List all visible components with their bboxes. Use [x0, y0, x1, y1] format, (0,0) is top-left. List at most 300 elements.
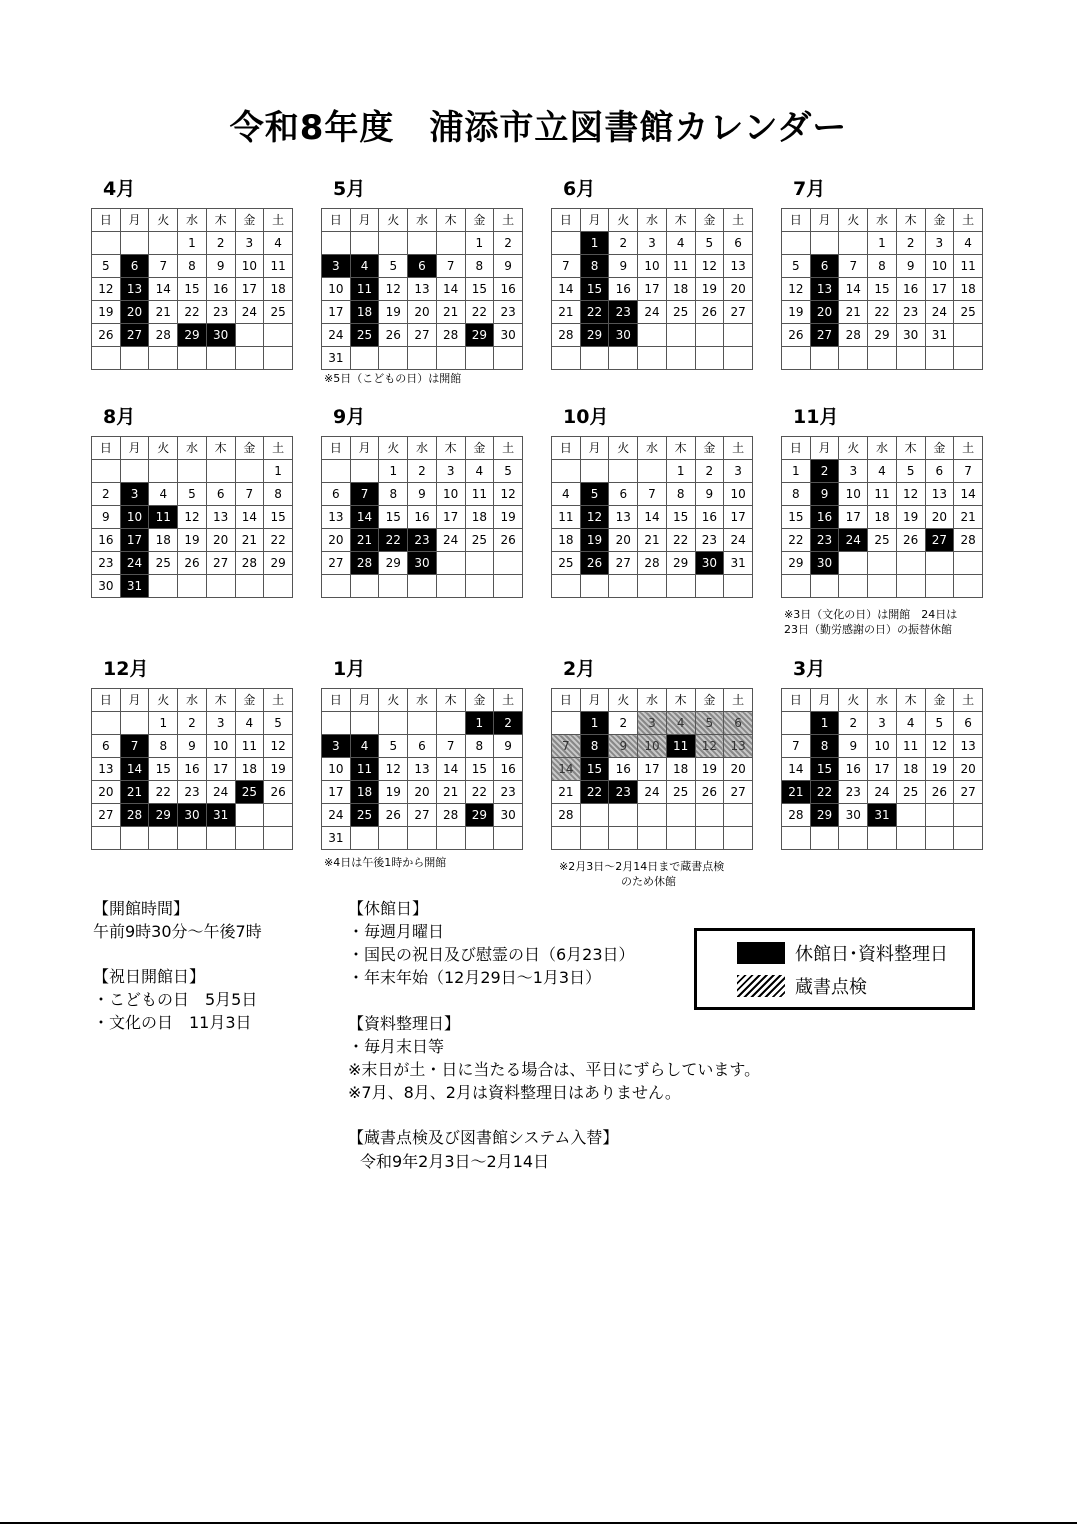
empty-day-cell — [810, 232, 839, 255]
week-row — [92, 735, 293, 758]
month-name: 1月 — [333, 658, 366, 680]
day-cell: 29 — [379, 552, 408, 575]
closed-day-cell: 11 — [350, 758, 379, 781]
weekday-header: 火 — [149, 689, 178, 712]
empty-day-cell — [638, 347, 667, 370]
empty-day-cell — [206, 827, 235, 850]
inventory-day-cell: 10 — [638, 735, 667, 758]
day-cell: 7 — [954, 460, 983, 483]
note-november-1: ※3日（文化の日）は開館 24日は — [784, 608, 958, 621]
closed-day-cell: 2 — [810, 460, 839, 483]
weekday-header: 金 — [465, 209, 494, 232]
day-cell: 21 — [552, 781, 581, 804]
month-name: 6月 — [563, 178, 596, 200]
day-cell: 27 — [92, 804, 121, 827]
day-cell: 22 — [178, 301, 207, 324]
closed-day-cell: 18 — [350, 301, 379, 324]
month-table — [551, 208, 753, 370]
day-cell: 1 — [782, 460, 811, 483]
day-cell: 2 — [408, 460, 437, 483]
day-cell: 5 — [896, 460, 925, 483]
weekday-header: 火 — [609, 209, 638, 232]
empty-day-cell — [408, 712, 437, 735]
empty-day-cell — [235, 804, 264, 827]
empty-day-cell — [120, 460, 149, 483]
day-cell: 14 — [782, 758, 811, 781]
closed-day-cell: 23 — [408, 529, 437, 552]
day-cell: 3 — [868, 712, 897, 735]
day-cell: 9 — [609, 255, 638, 278]
week-row — [322, 324, 523, 347]
empty-day-cell — [494, 575, 523, 598]
day-cell: 10 — [322, 278, 351, 301]
week-row — [322, 232, 523, 255]
empty-day-cell — [178, 827, 207, 850]
closed-day-cell: 8 — [580, 735, 609, 758]
day-cell: 2 — [896, 232, 925, 255]
day-cell: 7 — [149, 255, 178, 278]
day-cell: 2 — [609, 712, 638, 735]
closed-day-cell: 30 — [408, 552, 437, 575]
day-cell: 10 — [638, 255, 667, 278]
day-cell: 17 — [839, 506, 868, 529]
empty-day-cell — [408, 827, 437, 850]
weekday-header-row — [782, 437, 983, 460]
closed-day-cell: 12 — [580, 506, 609, 529]
day-cell: 18 — [868, 506, 897, 529]
day-cell: 12 — [379, 758, 408, 781]
day-cell: 25 — [868, 529, 897, 552]
month-calendar — [551, 404, 753, 598]
empty-day-cell — [954, 552, 983, 575]
month-table — [91, 208, 293, 370]
day-cell: 8 — [149, 735, 178, 758]
day-cell: 16 — [695, 506, 724, 529]
weekday-header: 月 — [810, 437, 839, 460]
day-cell: 22 — [666, 529, 695, 552]
week-row — [782, 232, 983, 255]
week-row — [322, 552, 523, 575]
weekday-header: 木 — [666, 689, 695, 712]
day-cell: 15 — [666, 506, 695, 529]
day-cell: 15 — [868, 278, 897, 301]
day-cell: 7 — [552, 255, 581, 278]
closed-day-cell: 11 — [666, 735, 695, 758]
empty-day-cell — [638, 804, 667, 827]
empty-day-cell — [638, 575, 667, 598]
day-cell: 10 — [868, 735, 897, 758]
closed-days-item: ・毎週月曜日 — [348, 922, 445, 941]
day-cell: 19 — [92, 301, 121, 324]
week-row — [782, 255, 983, 278]
week-row — [782, 347, 983, 370]
weekday-header: 火 — [149, 209, 178, 232]
month-calendar — [321, 656, 523, 850]
day-cell: 12 — [379, 278, 408, 301]
organization-days-heading: 【資料整理日】 — [348, 1014, 461, 1033]
day-cell: 2 — [92, 483, 121, 506]
empty-day-cell — [436, 827, 465, 850]
month-name: 8月 — [103, 406, 136, 428]
week-row — [322, 575, 523, 598]
weekday-header: 火 — [839, 437, 868, 460]
weekday-header: 火 — [839, 689, 868, 712]
day-cell: 18 — [149, 529, 178, 552]
empty-day-cell — [264, 575, 293, 598]
closed-day-cell: 27 — [925, 529, 954, 552]
day-cell: 14 — [552, 278, 581, 301]
day-cell: 15 — [465, 278, 494, 301]
legend-closed — [737, 941, 948, 965]
week-row — [92, 529, 293, 552]
day-cell: 23 — [896, 301, 925, 324]
day-cell: 5 — [695, 232, 724, 255]
week-row — [552, 758, 753, 781]
weekday-header-row — [322, 689, 523, 712]
week-row — [322, 347, 523, 370]
day-cell: 5 — [494, 460, 523, 483]
weekday-header: 金 — [925, 437, 954, 460]
day-cell: 8 — [666, 483, 695, 506]
day-cell: 2 — [839, 712, 868, 735]
day-cell: 2 — [178, 712, 207, 735]
day-cell: 26 — [178, 552, 207, 575]
weekday-header: 金 — [235, 209, 264, 232]
empty-day-cell — [638, 827, 667, 850]
day-cell: 15 — [149, 758, 178, 781]
closed-day-cell: 15 — [580, 278, 609, 301]
month-name: 11月 — [793, 406, 839, 428]
day-cell: 27 — [724, 781, 753, 804]
month-calendar — [91, 656, 293, 850]
day-cell: 12 — [494, 483, 523, 506]
weekday-header-row — [92, 437, 293, 460]
week-row — [552, 301, 753, 324]
weekday-header: 月 — [350, 437, 379, 460]
day-cell: 3 — [724, 460, 753, 483]
day-cell: 25 — [954, 301, 983, 324]
week-row — [552, 712, 753, 735]
weekday-header: 木 — [896, 437, 925, 460]
week-row — [92, 324, 293, 347]
day-cell: 24 — [322, 804, 351, 827]
legend-closed-label: 休館日･資料整理日 — [795, 944, 948, 965]
month-table — [551, 688, 753, 850]
day-cell: 18 — [954, 278, 983, 301]
day-cell: 19 — [896, 506, 925, 529]
day-cell: 14 — [839, 278, 868, 301]
closed-day-cell: 23 — [609, 301, 638, 324]
day-cell: 28 — [149, 324, 178, 347]
weekday-header: 土 — [724, 689, 753, 712]
day-cell: 6 — [408, 735, 437, 758]
day-cell: 9 — [896, 255, 925, 278]
day-cell: 3 — [925, 232, 954, 255]
weekday-header: 水 — [638, 437, 667, 460]
week-row — [92, 347, 293, 370]
day-cell: 31 — [322, 347, 351, 370]
closed-day-cell: 20 — [120, 301, 149, 324]
day-cell: 28 — [954, 529, 983, 552]
closed-day-cell: 21 — [120, 781, 149, 804]
week-row — [782, 712, 983, 735]
weekday-header: 水 — [408, 437, 437, 460]
empty-day-cell — [379, 827, 408, 850]
day-cell: 17 — [925, 278, 954, 301]
empty-day-cell — [436, 552, 465, 575]
week-row — [92, 781, 293, 804]
day-cell: 28 — [235, 552, 264, 575]
empty-day-cell — [465, 827, 494, 850]
closed-day-cell: 29 — [178, 324, 207, 347]
weekday-header: 日 — [782, 209, 811, 232]
empty-day-cell — [494, 552, 523, 575]
day-cell: 6 — [954, 712, 983, 735]
day-cell: 20 — [322, 529, 351, 552]
day-cell: 6 — [92, 735, 121, 758]
weekday-header: 月 — [350, 689, 379, 712]
day-cell: 17 — [235, 278, 264, 301]
empty-day-cell — [666, 804, 695, 827]
week-row — [322, 758, 523, 781]
day-cell: 19 — [264, 758, 293, 781]
inventory-day-cell: 7 — [552, 735, 581, 758]
closed-day-cell: 29 — [149, 804, 178, 827]
empty-day-cell — [552, 712, 581, 735]
day-cell: 18 — [552, 529, 581, 552]
empty-day-cell — [925, 552, 954, 575]
weekday-header: 水 — [638, 689, 667, 712]
day-cell: 22 — [465, 781, 494, 804]
day-cell: 15 — [782, 506, 811, 529]
weekday-header: 月 — [810, 689, 839, 712]
weekday-header: 金 — [695, 209, 724, 232]
empty-day-cell — [552, 575, 581, 598]
month-table — [551, 436, 753, 598]
empty-day-cell — [465, 552, 494, 575]
inventory-heading: 【蔵書点検及び図書館システム入替】 — [348, 1128, 619, 1147]
day-cell: 26 — [494, 529, 523, 552]
empty-day-cell — [954, 827, 983, 850]
weekday-header: 水 — [868, 437, 897, 460]
empty-day-cell — [552, 347, 581, 370]
closed-day-cell: 29 — [465, 324, 494, 347]
empty-day-cell — [322, 232, 351, 255]
weekday-header-row — [92, 689, 293, 712]
organization-days-item: ・毎月末日等 — [348, 1037, 445, 1056]
month-calendar — [781, 656, 983, 850]
empty-day-cell — [868, 827, 897, 850]
day-cell: 18 — [465, 506, 494, 529]
empty-day-cell — [92, 232, 121, 255]
day-cell: 21 — [436, 781, 465, 804]
day-cell: 27 — [206, 552, 235, 575]
empty-day-cell — [695, 804, 724, 827]
day-cell: 13 — [92, 758, 121, 781]
closed-day-cell: 30 — [810, 552, 839, 575]
weekday-header: 月 — [120, 689, 149, 712]
week-row — [552, 483, 753, 506]
closed-day-cell: 31 — [120, 575, 149, 598]
closed-day-cell: 14 — [120, 758, 149, 781]
day-cell: 5 — [92, 255, 121, 278]
note-may: ※5日（こどもの日）は開館 — [324, 372, 462, 385]
note-november-2: 23日（勤労感謝の日）の振替休館 — [784, 623, 952, 636]
closed-days-item: ・年末年始（12月29日～1月3日） — [348, 968, 602, 987]
empty-day-cell — [925, 347, 954, 370]
day-cell: 19 — [925, 758, 954, 781]
inventory-day-cell: 9 — [609, 735, 638, 758]
weekday-header: 金 — [235, 689, 264, 712]
day-cell: 4 — [264, 232, 293, 255]
day-cell: 11 — [666, 255, 695, 278]
closed-day-cell: 25 — [235, 781, 264, 804]
day-cell: 12 — [178, 506, 207, 529]
inventory-day-cell: 3 — [638, 712, 667, 735]
closed-day-cell: 1 — [580, 712, 609, 735]
day-cell: 30 — [494, 324, 523, 347]
closed-day-cell: 20 — [810, 301, 839, 324]
month-calendar — [551, 176, 753, 370]
empty-day-cell — [666, 827, 695, 850]
day-cell: 31 — [724, 552, 753, 575]
day-cell: 20 — [954, 758, 983, 781]
week-row — [552, 506, 753, 529]
day-cell: 24 — [638, 781, 667, 804]
empty-day-cell — [580, 460, 609, 483]
day-cell: 1 — [379, 460, 408, 483]
weekday-header: 土 — [264, 689, 293, 712]
closed-day-cell: 26 — [580, 552, 609, 575]
weekday-header: 火 — [609, 689, 638, 712]
weekday-header: 日 — [92, 437, 121, 460]
day-cell: 16 — [408, 506, 437, 529]
week-row — [92, 712, 293, 735]
empty-day-cell — [552, 827, 581, 850]
day-cell: 28 — [638, 552, 667, 575]
week-row — [552, 460, 753, 483]
weekday-header: 月 — [350, 209, 379, 232]
day-cell: 19 — [782, 301, 811, 324]
closed-day-cell: 22 — [580, 781, 609, 804]
day-cell: 18 — [666, 758, 695, 781]
week-row — [322, 735, 523, 758]
day-cell: 28 — [839, 324, 868, 347]
closed-day-cell: 21 — [782, 781, 811, 804]
day-cell: 13 — [206, 506, 235, 529]
week-row — [322, 712, 523, 735]
week-row — [782, 301, 983, 324]
day-cell: 23 — [206, 301, 235, 324]
empty-day-cell — [954, 324, 983, 347]
day-cell: 26 — [896, 529, 925, 552]
legend — [694, 928, 975, 1010]
day-cell: 26 — [379, 804, 408, 827]
weekday-header-row — [322, 209, 523, 232]
month-name: 9月 — [333, 406, 366, 428]
day-cell: 9 — [92, 506, 121, 529]
day-cell: 17 — [322, 781, 351, 804]
closed-day-cell: 3 — [322, 255, 351, 278]
day-cell: 5 — [379, 255, 408, 278]
empty-day-cell — [695, 827, 724, 850]
day-cell: 13 — [322, 506, 351, 529]
legend-inventory — [737, 974, 867, 998]
empty-day-cell — [868, 575, 897, 598]
day-cell: 23 — [494, 301, 523, 324]
weekday-header: 水 — [868, 689, 897, 712]
day-cell: 29 — [666, 552, 695, 575]
day-cell: 22 — [264, 529, 293, 552]
closed-day-cell: 13 — [810, 278, 839, 301]
holiday-open-heading: 【祝日開館日】 — [93, 967, 206, 986]
weekday-header-row — [92, 209, 293, 232]
weekday-header: 日 — [552, 209, 581, 232]
weekday-header: 金 — [465, 689, 494, 712]
day-cell: 16 — [839, 758, 868, 781]
empty-day-cell — [178, 460, 207, 483]
weekday-header: 水 — [178, 209, 207, 232]
day-cell: 1 — [264, 460, 293, 483]
week-row — [322, 827, 523, 850]
empty-day-cell — [666, 575, 695, 598]
weekday-header: 火 — [149, 437, 178, 460]
empty-day-cell — [149, 232, 178, 255]
empty-day-cell — [695, 575, 724, 598]
closed-day-cell: 4 — [350, 255, 379, 278]
day-cell: 1 — [868, 232, 897, 255]
empty-day-cell — [264, 347, 293, 370]
empty-day-cell — [235, 460, 264, 483]
month-name: 12月 — [103, 658, 149, 680]
day-cell: 27 — [724, 301, 753, 324]
empty-day-cell — [666, 347, 695, 370]
closed-day-cell: 29 — [465, 804, 494, 827]
empty-day-cell — [782, 575, 811, 598]
closed-days-item: ・国民の祝日及び慰霊の日（6月23日） — [348, 945, 635, 964]
day-cell: 22 — [465, 301, 494, 324]
day-cell: 13 — [408, 758, 437, 781]
weekday-header: 水 — [178, 689, 207, 712]
day-cell: 24 — [868, 781, 897, 804]
day-cell: 21 — [552, 301, 581, 324]
empty-day-cell — [609, 575, 638, 598]
closed-day-cell: 7 — [350, 483, 379, 506]
empty-day-cell — [839, 552, 868, 575]
day-cell: 27 — [408, 804, 437, 827]
day-cell: 1 — [178, 232, 207, 255]
day-cell: 25 — [666, 301, 695, 324]
day-cell: 5 — [379, 735, 408, 758]
day-cell: 22 — [868, 301, 897, 324]
day-cell: 16 — [896, 278, 925, 301]
day-cell: 11 — [896, 735, 925, 758]
empty-day-cell — [724, 804, 753, 827]
day-cell: 15 — [264, 506, 293, 529]
month-table — [781, 436, 983, 598]
day-cell: 11 — [264, 255, 293, 278]
day-cell: 16 — [609, 278, 638, 301]
closed-day-cell: 8 — [580, 255, 609, 278]
day-cell: 16 — [178, 758, 207, 781]
day-cell: 4 — [868, 460, 897, 483]
week-row — [782, 804, 983, 827]
day-cell: 24 — [206, 781, 235, 804]
closed-day-cell: 30 — [206, 324, 235, 347]
closed-day-cell: 1 — [580, 232, 609, 255]
day-cell: 8 — [868, 255, 897, 278]
day-cell: 10 — [235, 255, 264, 278]
